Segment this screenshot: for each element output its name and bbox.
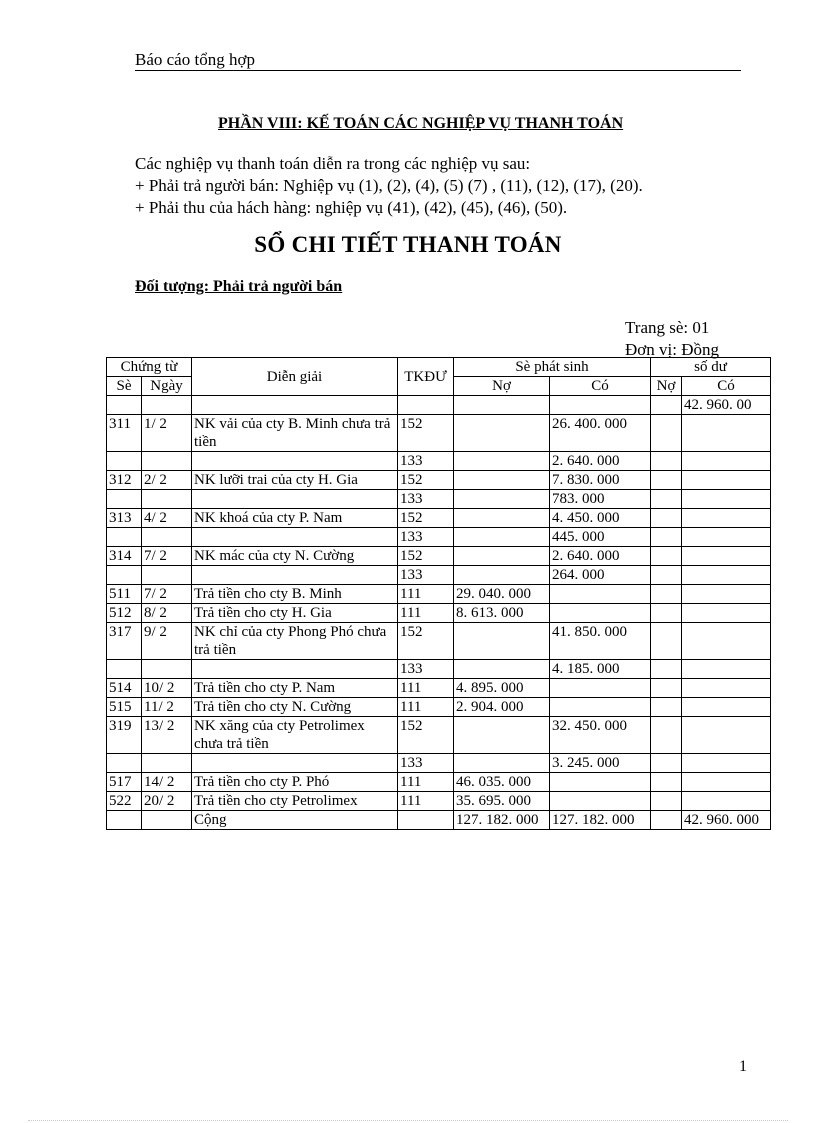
- cell-tkdu: 111: [398, 698, 454, 717]
- cell-du-co: [682, 698, 771, 717]
- cell-tkdu: 111: [398, 604, 454, 623]
- cell-dien-giai: NK khoá của cty P. Nam: [192, 509, 398, 528]
- cell-co: 264. 000: [550, 566, 651, 585]
- header-tkdu: TKĐƯ: [398, 358, 454, 396]
- cell-dien-giai: [192, 452, 398, 471]
- cell-dien-giai: Trả tiền cho cty Petrolimex: [192, 792, 398, 811]
- table-row: [107, 452, 771, 471]
- cell-tkdu: 111: [398, 773, 454, 792]
- cell-ngay: [142, 754, 192, 773]
- table-row: [107, 566, 771, 585]
- cell-co: 32. 450. 000: [550, 717, 651, 754]
- cell-du-no: [651, 792, 682, 811]
- cell-du-no: [651, 490, 682, 509]
- cell-du-co: [682, 773, 771, 792]
- cell-co: [550, 698, 651, 717]
- cell-du-no: [651, 452, 682, 471]
- cell-du-co: [682, 509, 771, 528]
- cell-co: [550, 396, 651, 415]
- cell-dien-giai: NK vải của cty B. Minh chưa trả tiền: [192, 415, 398, 452]
- cell-no: 46. 035. 000: [454, 773, 550, 792]
- cell-so: 317: [107, 623, 142, 660]
- cell-so: 514: [107, 679, 142, 698]
- cell-co: 783. 000: [550, 490, 651, 509]
- cell-du-co: [682, 717, 771, 754]
- table-row: [107, 754, 771, 773]
- cell-co: 4. 185. 000: [550, 660, 651, 679]
- cell-du-co: [682, 792, 771, 811]
- header-so-du: số dư: [651, 358, 771, 377]
- table-row: [107, 773, 771, 792]
- cell-du-no: [651, 415, 682, 452]
- cell-co: [550, 679, 651, 698]
- cell-so: [107, 396, 142, 415]
- cell-du-co: [682, 604, 771, 623]
- cell-du-co: [682, 490, 771, 509]
- cell-tkdu: 152: [398, 717, 454, 754]
- intro-text: [135, 153, 643, 219]
- cell-no: [454, 717, 550, 754]
- table-row: [107, 471, 771, 490]
- intro-line: + Phải thu của hách hàng: nghiệp vụ (41), (42), (45), (46), (50).: [135, 198, 568, 217]
- table-row: [107, 490, 771, 509]
- cell-du-no: [651, 717, 682, 754]
- table-row: [107, 585, 771, 604]
- cell-no: [454, 754, 550, 773]
- cell-co: [550, 773, 651, 792]
- table-row: [107, 509, 771, 528]
- cell-tkdu: 152: [398, 623, 454, 660]
- cell-du-co: 42. 960. 000: [682, 811, 771, 830]
- cell-dien-giai: [192, 660, 398, 679]
- cell-no: [454, 490, 550, 509]
- intro-line: Các nghiệp vụ thanh toán diễn ra trong các nghiệp vụ sau:: [135, 154, 531, 173]
- cell-ngay: 7/ 2: [142, 547, 192, 566]
- cell-no: 4. 895. 000: [454, 679, 550, 698]
- cell-tkdu: 111: [398, 585, 454, 604]
- cell-dien-giai: Cộng: [192, 811, 398, 830]
- cell-ngay: [142, 811, 192, 830]
- cell-dien-giai: NK mác của cty N. Cường: [192, 547, 398, 566]
- cell-du-co: 42. 960. 00: [682, 396, 771, 415]
- header-no: Nợ: [454, 377, 550, 396]
- intro-line: + Phải trả người bán: Nghiệp vụ (1), (2), (4), (5) (7) , (11), (12), (17), (20).: [135, 176, 643, 195]
- ledger-title: SỔ CHI TIẾT THANH TOÁN: [254, 232, 562, 257]
- cell-tkdu: 111: [398, 679, 454, 698]
- cell-du-co: [682, 679, 771, 698]
- cell-tkdu: 152: [398, 547, 454, 566]
- cell-dien-giai: Trả tiền cho cty P. Nam: [192, 679, 398, 698]
- cell-so: 314: [107, 547, 142, 566]
- cell-dien-giai: [192, 528, 398, 547]
- header-rule: [135, 70, 741, 71]
- table-row: [107, 604, 771, 623]
- cell-du-co: [682, 528, 771, 547]
- cell-tkdu: 133: [398, 566, 454, 585]
- header-so: Sè: [107, 377, 142, 396]
- page-number: 1: [739, 1058, 747, 1075]
- cell-no: [454, 547, 550, 566]
- header-chung-tu: Chứng từ: [107, 358, 192, 377]
- cell-ngay: 13/ 2: [142, 717, 192, 754]
- cell-ngay: [142, 396, 192, 415]
- cell-no: [454, 509, 550, 528]
- cell-dien-giai: Trả tiền cho cty P. Phó: [192, 773, 398, 792]
- cell-ngay: [142, 566, 192, 585]
- cell-du-co: [682, 754, 771, 773]
- cell-du-no: [651, 754, 682, 773]
- table-row: [107, 792, 771, 811]
- cell-no: [454, 623, 550, 660]
- cell-tkdu: 152: [398, 509, 454, 528]
- cell-ngay: [142, 660, 192, 679]
- cell-dien-giai: Trả tiền cho cty B. Minh: [192, 585, 398, 604]
- cell-ngay: 1/ 2: [142, 415, 192, 452]
- cell-du-no: [651, 509, 682, 528]
- cell-so: [107, 811, 142, 830]
- cell-du-co: [682, 471, 771, 490]
- cell-so: 515: [107, 698, 142, 717]
- cell-du-co: [682, 415, 771, 452]
- cell-du-co: [682, 585, 771, 604]
- cell-ngay: 4/ 2: [142, 509, 192, 528]
- cell-no: [454, 566, 550, 585]
- cell-dien-giai: Trả tiền cho cty H. Gia: [192, 604, 398, 623]
- table-row: [107, 811, 771, 830]
- cell-no: 2. 904. 000: [454, 698, 550, 717]
- table-row: [107, 396, 771, 415]
- cell-no: [454, 452, 550, 471]
- cell-so: [107, 754, 142, 773]
- cell-co: 4. 450. 000: [550, 509, 651, 528]
- cell-co: 2. 640. 000: [550, 547, 651, 566]
- cell-du-no: [651, 679, 682, 698]
- cell-tkdu: 133: [398, 452, 454, 471]
- report-header: Báo cáo tổng hợp: [135, 50, 255, 69]
- cell-co: [550, 604, 651, 623]
- cell-du-no: [651, 773, 682, 792]
- cell-no: [454, 396, 550, 415]
- cell-co: [550, 792, 651, 811]
- cell-du-no: [651, 811, 682, 830]
- cell-no: 35. 695. 000: [454, 792, 550, 811]
- header-du-co: Có: [682, 377, 771, 396]
- cell-tkdu: 152: [398, 415, 454, 452]
- cell-dien-giai: [192, 396, 398, 415]
- table-row: [107, 660, 771, 679]
- cell-ngay: 2/ 2: [142, 471, 192, 490]
- cell-ngay: 9/ 2: [142, 623, 192, 660]
- cell-co: 127. 182. 000: [550, 811, 651, 830]
- cell-tkdu: 133: [398, 490, 454, 509]
- cell-so: 512: [107, 604, 142, 623]
- table-row: [107, 623, 771, 660]
- table-row: [107, 679, 771, 698]
- cell-so: 522: [107, 792, 142, 811]
- cell-co: [550, 585, 651, 604]
- cell-co: 26. 400. 000: [550, 415, 651, 452]
- cell-tkdu: [398, 396, 454, 415]
- cell-so: 312: [107, 471, 142, 490]
- page-bottom-rule: [28, 1120, 788, 1121]
- header-du-no: Nợ: [651, 377, 682, 396]
- cell-tkdu: [398, 811, 454, 830]
- header-so-phat-sinh: Sè phát sinh: [454, 358, 651, 377]
- cell-no: [454, 660, 550, 679]
- cell-no: 8. 613. 000: [454, 604, 550, 623]
- page-meta: [625, 317, 719, 361]
- cell-so: [107, 528, 142, 547]
- cell-tkdu: 133: [398, 660, 454, 679]
- cell-co: 2. 640. 000: [550, 452, 651, 471]
- cell-du-no: [651, 471, 682, 490]
- cell-co: 445. 000: [550, 528, 651, 547]
- ledger-table: [106, 357, 771, 830]
- cell-du-no: [651, 396, 682, 415]
- cell-no: 127. 182. 000: [454, 811, 550, 830]
- table-row: [107, 717, 771, 754]
- section-title: PHẦN VIII: KẾ TOÁN CÁC NGHIỆP VỤ THANH TOÁN: [218, 115, 624, 132]
- cell-du-no: [651, 623, 682, 660]
- cell-co: 7. 830. 000: [550, 471, 651, 490]
- cell-dien-giai: Trả tiền cho cty N. Cường: [192, 698, 398, 717]
- table-row: [107, 547, 771, 566]
- cell-du-no: [651, 585, 682, 604]
- cell-ngay: 11/ 2: [142, 698, 192, 717]
- ledger-body: [107, 396, 771, 830]
- cell-ngay: 14/ 2: [142, 773, 192, 792]
- cell-du-no: [651, 528, 682, 547]
- cell-dien-giai: NK xăng của cty Petrolimex chưa trả tiền: [192, 717, 398, 754]
- cell-ngay: 20/ 2: [142, 792, 192, 811]
- page-info: Trang sè: 01: [625, 318, 710, 337]
- cell-ngay: 8/ 2: [142, 604, 192, 623]
- cell-so: [107, 660, 142, 679]
- cell-du-co: [682, 566, 771, 585]
- cell-dien-giai: [192, 754, 398, 773]
- header-ngay: Ngày: [142, 377, 192, 396]
- cell-tkdu: 133: [398, 528, 454, 547]
- cell-ngay: [142, 490, 192, 509]
- cell-dien-giai: [192, 490, 398, 509]
- cell-du-no: [651, 660, 682, 679]
- cell-so: 517: [107, 773, 142, 792]
- cell-no: 29. 040. 000: [454, 585, 550, 604]
- cell-du-no: [651, 566, 682, 585]
- table-row: [107, 698, 771, 717]
- unit-info: Đơn vị: Đồng: [625, 340, 719, 359]
- cell-tkdu: 133: [398, 754, 454, 773]
- cell-no: [454, 415, 550, 452]
- cell-du-co: [682, 623, 771, 660]
- table-row: [107, 415, 771, 452]
- cell-du-no: [651, 604, 682, 623]
- cell-tkdu: 152: [398, 471, 454, 490]
- cell-tkdu: 111: [398, 792, 454, 811]
- cell-so: 311: [107, 415, 142, 452]
- cell-so: 313: [107, 509, 142, 528]
- cell-so: [107, 452, 142, 471]
- cell-ngay: [142, 528, 192, 547]
- cell-du-co: [682, 660, 771, 679]
- cell-ngay: 10/ 2: [142, 679, 192, 698]
- cell-du-no: [651, 547, 682, 566]
- cell-no: [454, 528, 550, 547]
- header-dien-giai: Diễn giải: [192, 358, 398, 396]
- cell-du-co: [682, 547, 771, 566]
- cell-ngay: 7/ 2: [142, 585, 192, 604]
- cell-ngay: [142, 452, 192, 471]
- cell-dien-giai: NK lưỡi trai của cty H. Gia: [192, 471, 398, 490]
- cell-dien-giai: NK chỉ của cty Phong Phó chưa trả tiền: [192, 623, 398, 660]
- cell-co: 3. 245. 000: [550, 754, 651, 773]
- cell-du-no: [651, 698, 682, 717]
- cell-so: [107, 490, 142, 509]
- cell-so: 511: [107, 585, 142, 604]
- cell-no: [454, 471, 550, 490]
- cell-so: [107, 566, 142, 585]
- header-co: Có: [550, 377, 651, 396]
- cell-dien-giai: [192, 566, 398, 585]
- cell-du-co: [682, 452, 771, 471]
- cell-so: 319: [107, 717, 142, 754]
- table-row: [107, 528, 771, 547]
- cell-co: 41. 850. 000: [550, 623, 651, 660]
- ledger-subject: Đối tượng: Phải trả người bán: [135, 278, 343, 295]
